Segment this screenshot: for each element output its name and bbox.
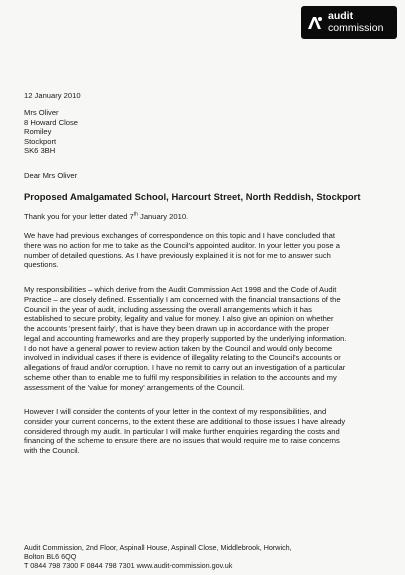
paragraph-responsibilities xyxy=(24,285,384,392)
paragraph-line: legal and accounting frameworks and are they properly supported by the underlying information. xyxy=(24,333,347,343)
logo-text-line1: audit xyxy=(328,10,354,22)
footer-address-line: Bolton BL6 6QQ xyxy=(24,552,77,561)
address-line: SK6 3BH xyxy=(24,146,56,156)
paragraph-line: We have had previous exchanges of correspondence on this topic and I have concluded that xyxy=(24,231,335,240)
paragraph-line: I do not have a general power to review action taken by the Council and would only become xyxy=(24,343,333,353)
letter-subject: Proposed Amalgamated School, Harcourt Street, North Reddish, Stockport xyxy=(24,191,361,202)
paragraph-line: Council in the year of audit, including assessing the overall arrangements which it has xyxy=(24,304,312,314)
paragraph-line: involved in individual cases if there is evidence of illegality relating to the Council's accounts or xyxy=(24,353,341,363)
logo-text-line2: commission xyxy=(328,22,384,34)
thanks-text-end: January 2010. xyxy=(137,212,189,221)
date-suffix: th xyxy=(133,211,138,218)
audit-commission-logo xyxy=(301,6,397,39)
paragraph-line: allegations of fraud and/or corruption. I have no remit to carry out an investigation of a particular xyxy=(24,363,346,372)
recipient-address xyxy=(24,108,78,156)
paragraph-line: financing of the scheme to ensure there are no issues that would require me to raise concerns xyxy=(24,436,340,446)
paragraph-line: established to secure probity, legality and value for money. I also give an opinion on whether xyxy=(24,314,334,324)
paragraph-line: number of detailed questions. As I have previously explained it is not for me to answer such xyxy=(24,250,331,260)
paragraph-consideration xyxy=(24,407,384,456)
footer-address-line: Audit Commission, 2nd Floor, Aspinall House, Aspinall Close, Middlebrook, Horwich, xyxy=(24,543,292,552)
address-line: Romiley xyxy=(24,127,52,137)
paragraph-line: questions. xyxy=(24,260,59,270)
logo-mark-icon xyxy=(306,14,324,32)
paragraph-line: assessment of the 'value for money' arrangements of the Council. xyxy=(24,382,245,392)
paragraph-previous-correspondence xyxy=(24,231,384,270)
paragraph-line: Practice – are closely defined. Essentially I am concerned with the financial transactions of the xyxy=(24,294,341,304)
address-line: 8 Howard Close xyxy=(24,117,79,127)
thanks-line xyxy=(24,212,188,222)
footer-contact-line: T 0844 798 7300 F 0844 798 7301 www.audit-commission.gov.uk xyxy=(24,561,233,570)
paragraph-line: My responsibilities – which derive from the Audit Commission Act 1998 and the Code of Audit xyxy=(24,285,337,294)
address-line: Stockport xyxy=(24,136,57,146)
paragraph-line: However I will consider the contents of your letter in the context of my responsibilities, and xyxy=(24,407,327,416)
letter-date: 12 January 2010 xyxy=(24,91,81,100)
paragraph-line: with the Council. xyxy=(24,446,80,455)
salutation: Dear Mrs Oliver xyxy=(24,171,78,180)
letter-footer xyxy=(24,543,292,570)
paragraph-line: considered through my audit. In particular I will make further enquiries regarding the costs and xyxy=(24,426,340,436)
paragraph-line: consider your current concerns, to the extent these are additional to those issues I have already xyxy=(24,416,346,426)
thanks-text: Thank you for your letter dated 7 xyxy=(24,212,134,221)
paragraph-line: there was no action for me to take as the Council's appointed auditor. In your letter you pose a xyxy=(24,240,340,250)
paragraph-line: scheme other than to enable me to fulfil my responsibilities in relation to the accounts and my xyxy=(24,372,337,382)
address-line: Mrs Oliver xyxy=(24,108,59,117)
paragraph-line: the accounts 'present fairly', that is have they been drawn up in accordance with the proper xyxy=(24,324,330,333)
